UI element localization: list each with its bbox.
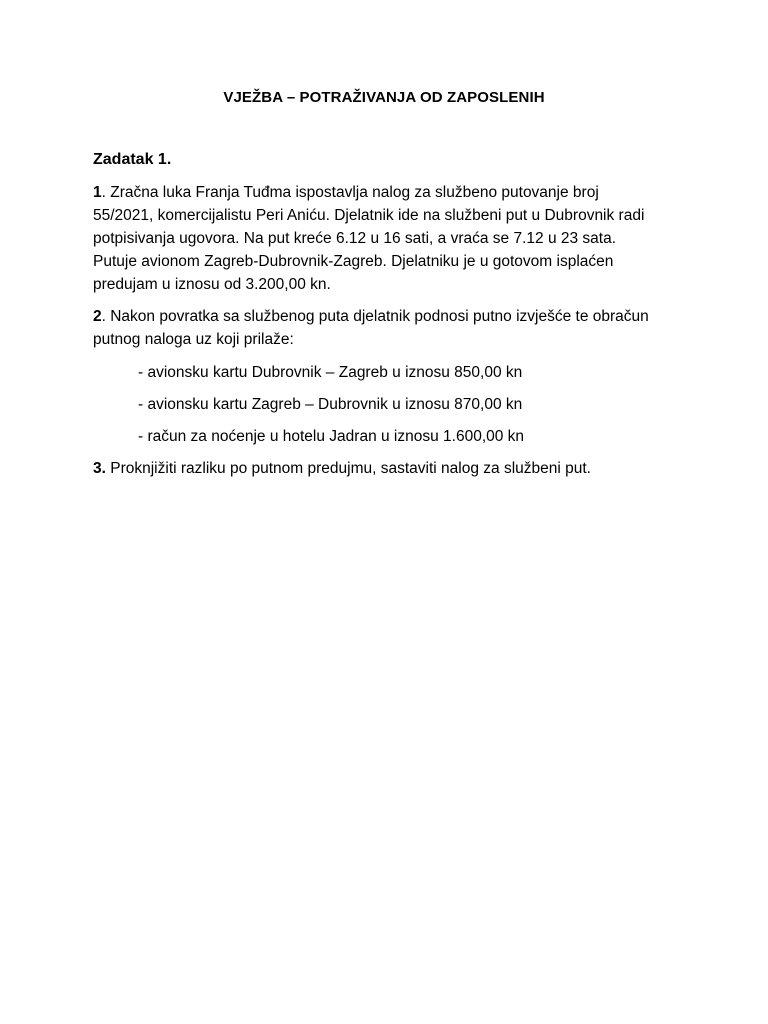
attachment-item-flight-zagreb-dubrovnik: - avionsku kartu Zagreb – Dubrovnik u iznosu 870,00 kn [138, 396, 523, 413]
paragraph-3 [93, 457, 663, 480]
paragraph-1 [93, 181, 663, 296]
attachment-item-hotel-receipt: - račun za noćenje u hotelu Jadran u iznosu 1.600,00 kn [138, 428, 525, 445]
attachment-item-flight-dubrovnik-zagreb: - avionsku kartu Dubrovnik – Zagreb u iznosu 850,00 kn [138, 364, 523, 381]
task-heading: Zadatak 1. [93, 151, 172, 168]
paragraph-3-text: Proknjižiti razliku po putnom predujmu, sastaviti nalog za službeni put. [105, 460, 591, 477]
paragraph-1-number: 1 [93, 184, 102, 201]
paragraph-2 [93, 305, 663, 351]
paragraph-2-text: . Nakon povratka sa službenog puta djelatnik podnosi putno izvješće te obračun putnog naloga uz koji prilaže: [93, 308, 649, 348]
document-title: VJEŽBA – POTRAŽIVANJA OD ZAPOSLENIH [223, 89, 545, 106]
paragraph-1-text: . Zračna luka Franja Tuđma ispostavlja nalog za službeno putovanje broj 55/2021, komercijalistu Peri Aniću. Djelatnik ide na službeni put u Dubrovnik radi potpisivanja ugovora. Na put kreće 6.12 u 16 sati, a vraća se 7.12 u 23 sata. Putuje avionom Zagreb-Dubrovnik-Zagreb. Djelatniku je u gotovom isplaćen predujam u iznosu od 3.200,00 kn. [93, 184, 645, 293]
paragraph-2-number: 2 [93, 308, 102, 325]
paragraph-3-number: 3. [93, 460, 106, 477]
